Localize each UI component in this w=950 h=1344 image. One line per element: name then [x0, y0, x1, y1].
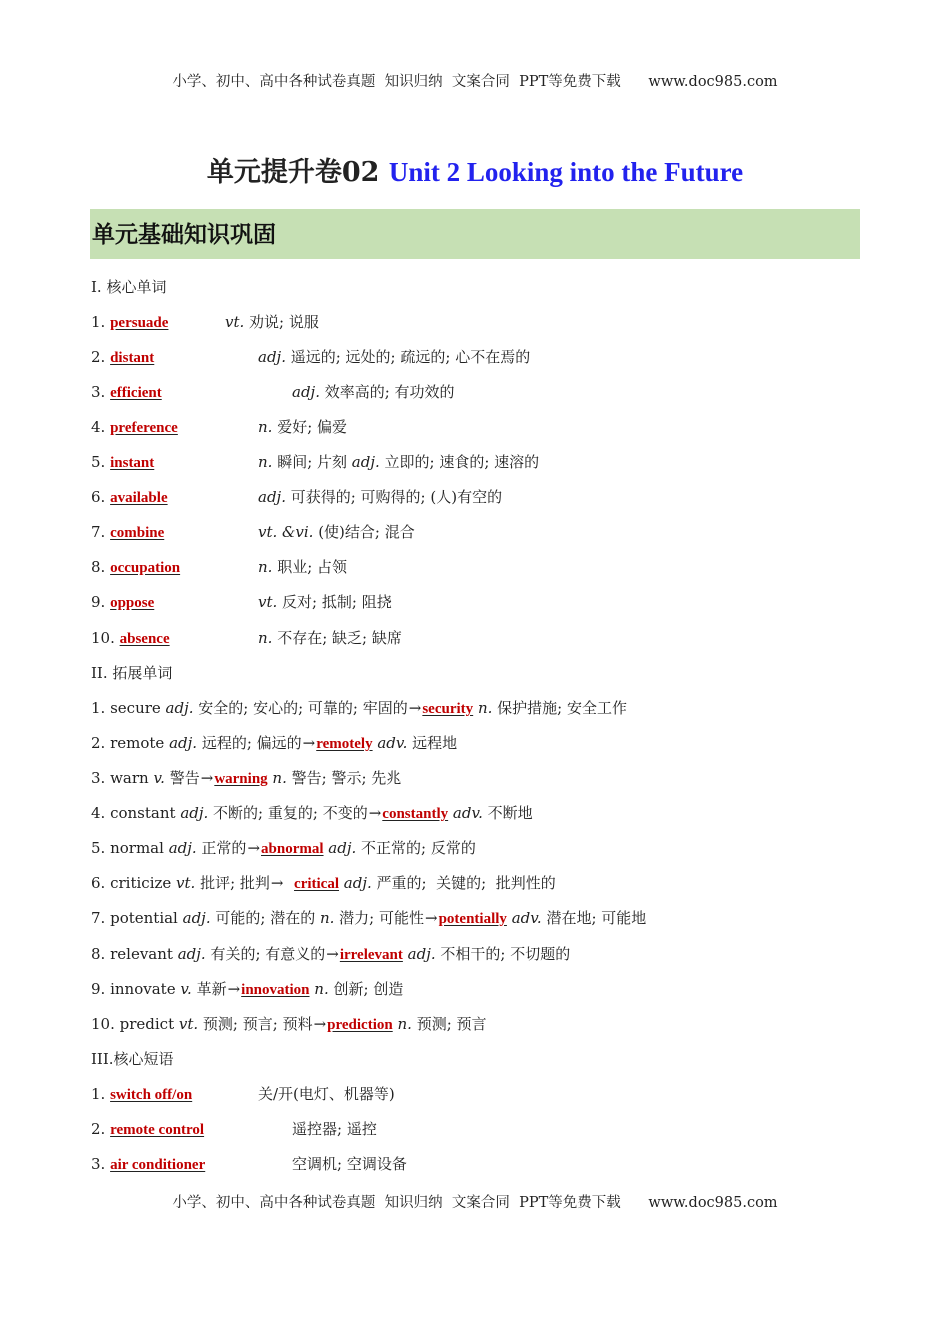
answer-word: oppose [110, 595, 155, 611]
answer-word: preference [110, 420, 178, 436]
derived-word-row: 9. innovate v. 革新→innovation n. 创新; 创造 [91, 980, 404, 998]
page-title [0, 150, 950, 189]
core-word-row: 2. distant adj. 遥远的; 远处的; 疏远的; 心不在焉的 [91, 348, 531, 366]
phrase-row: 2. remote control 遥控器; 遥控 [91, 1120, 377, 1138]
core-word-row: 4. preference n. 爱好; 偏爱 [91, 418, 348, 436]
answer-word: innovation [241, 982, 310, 998]
answer-word: combine [110, 525, 165, 541]
derived-word-row: 7. potential adj. 可能的; 潜在的 n. 潜力; 可能性→potentially adv. 潜在地; 可能地 [91, 909, 647, 927]
answer-word: occupation [110, 560, 181, 576]
answer-phrase: switch off/on [110, 1087, 193, 1103]
answer-word: instant [110, 455, 155, 471]
title-en: Unit 2 Looking into the Future [388, 157, 744, 187]
answer-word: warning [214, 771, 268, 787]
derived-word-row: 8. relevant adj. 有关的; 有意义的→irrelevant adj. 不相干的; 不切题的 [91, 945, 571, 963]
phrase-row: 1. switch off/on 关/开(电灯、机器等) [91, 1085, 395, 1103]
answer-word: prediction [327, 1017, 393, 1033]
answer-word: available [110, 490, 168, 506]
phrase-row: 3. air conditioner 空调机; 空调设备 [91, 1155, 407, 1173]
derived-word-row: 10. predict vt. 预测; 预言; 预料→prediction n. 预测; 预言 [91, 1015, 487, 1033]
answer-word: efficient [110, 385, 162, 401]
derived-word-row: 6. criticize vt. 批评; 批判→ critical adj. 严重的; 关键的; 批判性的 [91, 874, 556, 892]
answer-word: critical [294, 876, 340, 892]
derived-word-row: 2. remote adj. 远程的; 偏远的→remotely adv. 远程地 [91, 734, 458, 752]
core-word-row: 7. combine vt. &vi. (使)结合; 混合 [91, 523, 415, 541]
core-word-row: 5. instant n. 瞬间; 片刻 adj. 立即的; 速食的; 速溶的 [91, 453, 540, 471]
derived-word-row: 4. constant adj. 不断的; 重复的; 不变的→constantly adv. 不断地 [91, 804, 533, 822]
core-word-row: 6. available adj. 可获得的; 可购得的; (人)有空的 [91, 488, 503, 506]
derived-word-row: 1. secure adj. 安全的; 安心的; 可靠的; 牢固的→security n. 保护措施; 安全工作 [91, 699, 627, 717]
derived-word-row: 3. warn v. 警告→warning n. 警告; 警示; 先兆 [91, 769, 402, 787]
section-banner [90, 209, 860, 259]
page-footer: 小学、初中、高中各种试卷真题 知识归纳 文案合同 PPT等免费下载 www.doc985.com [172, 1195, 778, 1211]
answer-word: remotely [316, 736, 373, 752]
answer-word: security [422, 701, 474, 717]
answer-word: abnormal [261, 841, 324, 857]
core-word-row: 1. persuade vt. 劝说; 说服 [91, 313, 319, 331]
answer-word: persuade [110, 315, 169, 331]
section2-heading: II. 拓展单词 [91, 664, 173, 682]
derived-word-row: 5. normal adj. 正常的→abnormal adj. 不正常的; 反常的 [91, 839, 476, 857]
answer-word: irrelevant [339, 947, 403, 963]
title-cn: 单元提升卷02 [206, 157, 389, 188]
answer-phrase: air conditioner [110, 1157, 206, 1173]
page-header: 小学、初中、高中各种试卷真题 知识归纳 文案合同 PPT等免费下载 www.doc985.com [172, 74, 778, 90]
answer-word: distant [110, 350, 155, 366]
answer-phrase: remote control [110, 1122, 205, 1138]
core-word-row: 8. occupation n. 职业; 占领 [91, 558, 348, 576]
banner-text: 单元基础知识巩固 [92, 222, 276, 248]
answer-word: constantly [382, 806, 449, 822]
core-word-row: 9. oppose vt. 反对; 抵制; 阻挠 [91, 593, 392, 611]
section3-heading: III.核心短语 [91, 1050, 174, 1068]
answer-word: potentially [438, 911, 507, 927]
answer-word: absence [119, 631, 170, 647]
section1-heading: I. 核心单词 [91, 278, 167, 296]
core-word-row: 10. absence n. 不存在; 缺乏; 缺席 [91, 629, 402, 647]
core-word-row: 3. efficient adj. 效率高的; 有功效的 [91, 383, 455, 401]
